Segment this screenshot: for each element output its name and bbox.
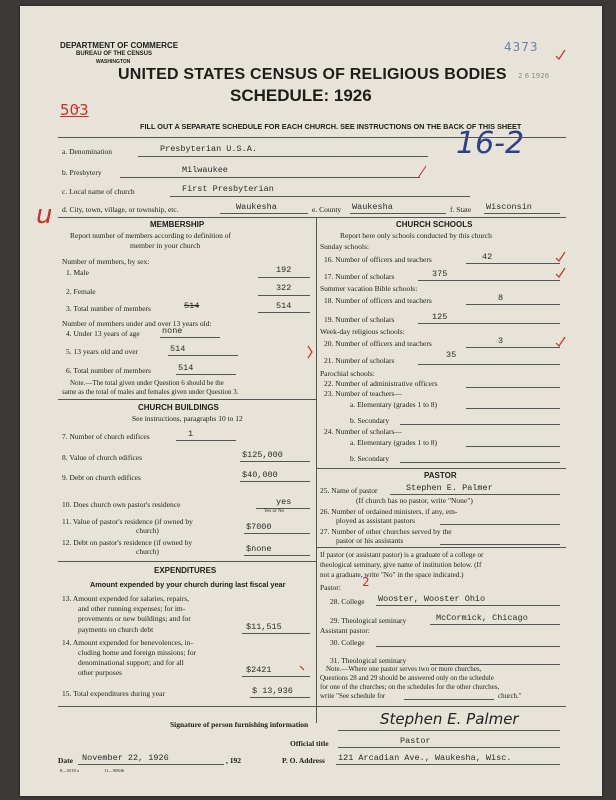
pastor-note-4: write "See schedule for [320,692,386,700]
margin-mark: u [36,200,53,230]
signature: Stephen E. Palmer [380,710,519,728]
summer-heading: Summer vacation Bible schools: [320,284,418,293]
q19-value: 125 [432,312,448,322]
q25-label: 25. Name of pastor [320,486,378,495]
membership-note-2: same as the total of males and females given under Question 3. [62,388,239,396]
po-address-label: P. O. Address [282,756,325,765]
q12-label-2: church) [136,547,159,556]
denomination-label: a. Denomination [62,147,112,156]
q20-value: 3 [498,336,504,346]
q13-line-3: provements or new buildings; and for [78,614,191,623]
q26-line-2: ployed as assistant pastors [336,516,415,525]
q28-value: Wooster, Wooster Ohio [378,594,486,604]
graduate-note-3: not a graduate, write "No" in the space indicated.) [320,571,464,579]
female-value: 322 [276,283,292,293]
age-heading: Number of members under and over 13 years old: [62,319,212,328]
q14-line-2: cluding home and foreign missions; for [78,648,197,657]
presbytery-value: Milwaukee [182,165,228,175]
print-code-2: 11—90846 [104,768,125,773]
q12-value: $none [246,544,272,554]
by-sex-heading: Number of members, by sex: [62,257,150,266]
expenditures-title: EXPENDITURES [154,566,217,575]
q31-label: 31. Theological seminary [330,656,407,665]
pastor-note-3: for one of the churches; on the schedules for the other churches, [320,683,500,691]
q10-value: yes [276,497,292,507]
q9-label: 9. Debt on church edifices [62,473,141,482]
bureau-city: WASHINGTON [96,59,131,65]
q29-value: McCormick, Chicago [436,613,528,623]
q23b-label: b. Secondary [350,416,390,425]
state-label: f. State [450,205,472,214]
q11-label-1: 11. Value of pastor's residence (if owned by [62,517,193,526]
membership-note-1: Note.—The total given under Question 6 should be the [70,379,224,387]
q24b-label: b. Secondary [350,454,390,463]
year-suffix: , 192 [226,756,241,765]
membership-intro-1: Report number of members according to definition of [70,231,231,240]
q12-label-1: 12. Debt on pastor's residence (if owned by [62,538,193,547]
q13-value: $11,515 [246,622,282,632]
total-3-inline: 514 [184,301,200,311]
q8-label: 8. Value of church edifices [62,453,143,462]
official-title-label: Official title [290,739,329,748]
stamp-number: 4373 [504,40,539,54]
q17-value: 375 [432,269,448,279]
q29-label: 29. Theological seminary [330,616,407,625]
q21-label: 21. Number of scholars [324,356,395,365]
q28-label: 28. College [330,597,365,606]
q22-label: 22. Number of administrative officers [324,379,438,388]
form-instructions: FILL OUT A SEPARATE SCHEDULE FOR EACH CHURCH. SEE INSTRUCTIONS ON THE BACK OF THIS SHEET [140,122,522,131]
form-title: UNITED STATES CENSUS OF RELIGIOUS BODIES [118,66,507,83]
red-check-marks [20,6,602,796]
q14-value: $2421 [246,665,272,675]
pastor-subheading: Pastor: [320,583,341,592]
schools-title: CHURCH SCHOOLS [396,220,473,229]
print-code-1: 8—5518 a [60,768,79,773]
county-label: e. County [312,205,342,214]
q10-hint: Yes or No [264,509,285,514]
membership-title: MEMBERSHIP [150,220,205,229]
q20-label: 20. Number of officers and teachers [324,339,432,348]
handwritten-number: 503 [60,101,89,119]
pastor-mark: 2 [362,575,370,589]
q14-line-1: 14. Amount expended for benevolences, in- [62,638,194,647]
q15-value: $ 13,936 [252,686,293,696]
q24-label: 24. Number of scholars— [324,427,402,436]
q15-label: 15. Total expenditures during year [62,689,165,698]
q24a-label: a. Elementary (grades 1 to 8) [350,438,438,447]
over-13-label: 5. 13 years old and over [66,347,139,356]
expenditures-sub: Amount expended by your church during last fiscal year [90,580,286,589]
schedule-sheet [20,6,602,796]
q16-value: 42 [482,252,493,262]
pastor-note-2: Questions 28 and 29 should be answered only on the schedule [320,674,494,682]
signature-label: Signature of person furnishing information [170,720,309,729]
total-6-value: 514 [178,363,194,373]
q11-label-2: church) [136,526,159,535]
q13-line-1: 13. Amount expended for salaries, repairs, [62,594,190,603]
q21-value: 35 [446,350,457,360]
membership-intro-2: member in your church [130,241,201,250]
q27-line-2: pastor or his assistants [336,536,404,545]
q18-value: 8 [498,293,504,303]
department-name: DEPARTMENT OF COMMERCE [60,41,179,50]
date-value: November 22, 1926 [82,753,169,763]
handwritten-code: 16-2 [456,126,525,161]
q23a-label: a. Elementary (grades 1 to 8) [350,400,438,409]
presbytery-label: b. Presbytery [62,168,102,177]
q14-line-3: denominational support; and for all [78,658,184,667]
buildings-sub: See instructions, paragraphs 10 to 12 [132,414,243,423]
sunday-heading: Sunday schools: [320,242,369,251]
church-name-value: First Presbyterian [182,184,274,194]
q18-label: 18. Number of officers and teachers [324,296,432,305]
q7-label: 7. Number of church edifices [62,432,150,441]
q30-label: 30. College [330,638,365,647]
parochial-heading: Parochial schools: [320,369,375,378]
schools-intro: Report here only schools conducted by this church [340,231,492,240]
form-subtitle: SCHEDULE: 1926 [230,86,372,105]
pastor-title: PASTOR [424,471,457,480]
q10-label: 10. Does church own pastor's residence [62,500,181,509]
q25-note: (If church has no pastor, write "None") [356,496,473,505]
q14-line-4: other purposes [78,668,122,677]
weekday-heading: Week-day religious schools: [320,327,405,336]
under-13-value: none [162,326,183,336]
total-3-label: 3. Total number of members [66,304,151,313]
male-value: 192 [276,265,292,275]
q17-label: 17. Number of scholars [324,272,395,281]
buildings-title: CHURCH BUILDINGS [138,403,219,412]
q25-value: Stephen E. Palmer [406,483,493,493]
under-13-label: 4. Under 13 years of age [66,329,140,338]
official-title-value: Pastor [400,736,431,746]
over-13-value: 514 [170,344,186,354]
graduate-note-1: If pastor (or assistant pastor) is a graduate of a college or [320,551,484,559]
q11-value: $7000 [246,522,272,532]
county-value: Waukesha [352,202,393,212]
q8-value: $125,000 [242,450,283,460]
graduate-note-2: theological seminary, give name of institution below. (If [320,561,482,569]
q19-label: 19. Number of scholars [324,315,395,324]
total-3-value: 514 [276,301,292,311]
q7-value: 1 [188,429,194,439]
pastor-note-1: Note.—Where one pastor serves two or more churches, [326,665,482,673]
total-6-label: 6. Total number of members [66,366,151,375]
bureau-name: BUREAU OF THE CENSUS [76,51,153,57]
city-value: Waukesha [236,202,277,212]
female-label: 2. Female [66,287,96,296]
q26-line-1: 26. Number of ordained ministers, if any, em- [320,507,458,516]
q16-label: 16. Number of officers and teachers [324,255,432,264]
denomination-value: Presbyterian U.S.A. [160,144,257,154]
received-date: 2 6 1926 [518,72,550,80]
date-label: Date [58,756,73,765]
city-label: d. City, town, village, or township, etc. [62,205,179,214]
church-name-label: c. Local name of church [62,187,135,196]
state-value: Wisconsin [486,202,532,212]
q13-line-4: payments on church debt [78,625,154,634]
assistant-subheading: Assistant pastor: [320,626,370,635]
male-label: 1. Male [66,268,89,277]
q23-label: 23. Number of teachers— [324,389,402,398]
q27-line-1: 27. Number of other churches served by the [320,527,452,536]
q13-line-2: and other running expenses; for im- [78,604,186,613]
pastor-note-5: church." [498,692,522,700]
q9-value: $40,000 [242,470,278,480]
po-address-value: 121 Arcadian Ave., Waukesha, Wisc. [338,753,512,763]
